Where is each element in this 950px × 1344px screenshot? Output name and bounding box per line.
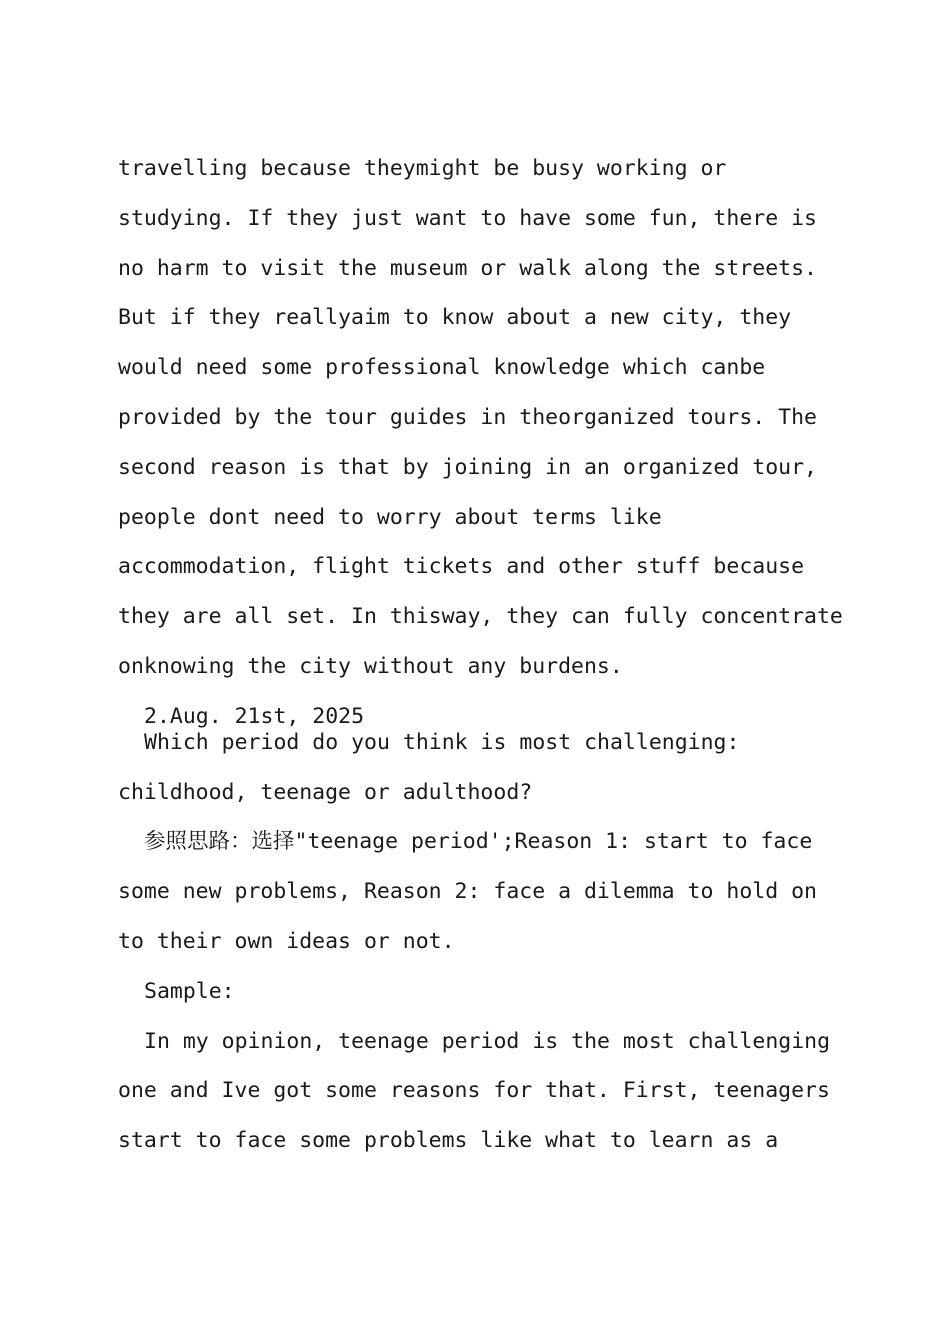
text-line: some new problems, Reason 2: face a dilemma to hold on <box>118 879 817 905</box>
text-line: Which period do you think is most challenging: <box>144 729 740 755</box>
text-line: one and Ive got some reasons for that. First, teenagers <box>118 1078 830 1104</box>
text-line: people dont need to worry about terms like <box>118 504 662 530</box>
paragraph-continued <box>118 152 858 700</box>
text-line: studying. If they just want to have some fun, there is <box>118 205 817 231</box>
text-line: to their own ideas or not. <box>118 928 455 954</box>
text-line: accommodation, flight tickets and other stuff because <box>118 554 805 580</box>
question-paragraph <box>118 726 858 826</box>
text-line: childhood, teenage or adulthood? <box>118 779 533 805</box>
text-line: no harm to visit the museum or walk along the streets. <box>118 255 817 281</box>
text-line: start to face some problems like what to learn as a <box>118 1128 779 1154</box>
text-line: 参照思路：选择"teenage period';Reason 1: start to face <box>144 829 813 855</box>
text-line: they are all set. In thisway, they can fully concentrate <box>118 604 843 630</box>
reference-idea-paragraph <box>118 825 858 974</box>
text-line: In my opinion, teenage period is the most challenging <box>144 1028 831 1054</box>
text-line: second reason is that by joining in an organized tour, <box>118 454 817 480</box>
text-line: provided by the tour guides in theorganized tours. The <box>118 404 817 430</box>
text-line: But if they reallyaim to know about a new city, they <box>118 305 792 331</box>
text-line: would need some professional knowledge which canbe <box>118 355 766 381</box>
sample-label: Sample: <box>144 978 235 1004</box>
sample-paragraph <box>118 1025 858 1174</box>
item-heading: 2.Aug. 21st, 2025 <box>144 703 365 729</box>
text-line: onknowing the city without any burdens. <box>118 653 623 679</box>
document-body <box>118 152 858 1174</box>
text-line: travelling because theymight be busy working or <box>118 156 727 181</box>
